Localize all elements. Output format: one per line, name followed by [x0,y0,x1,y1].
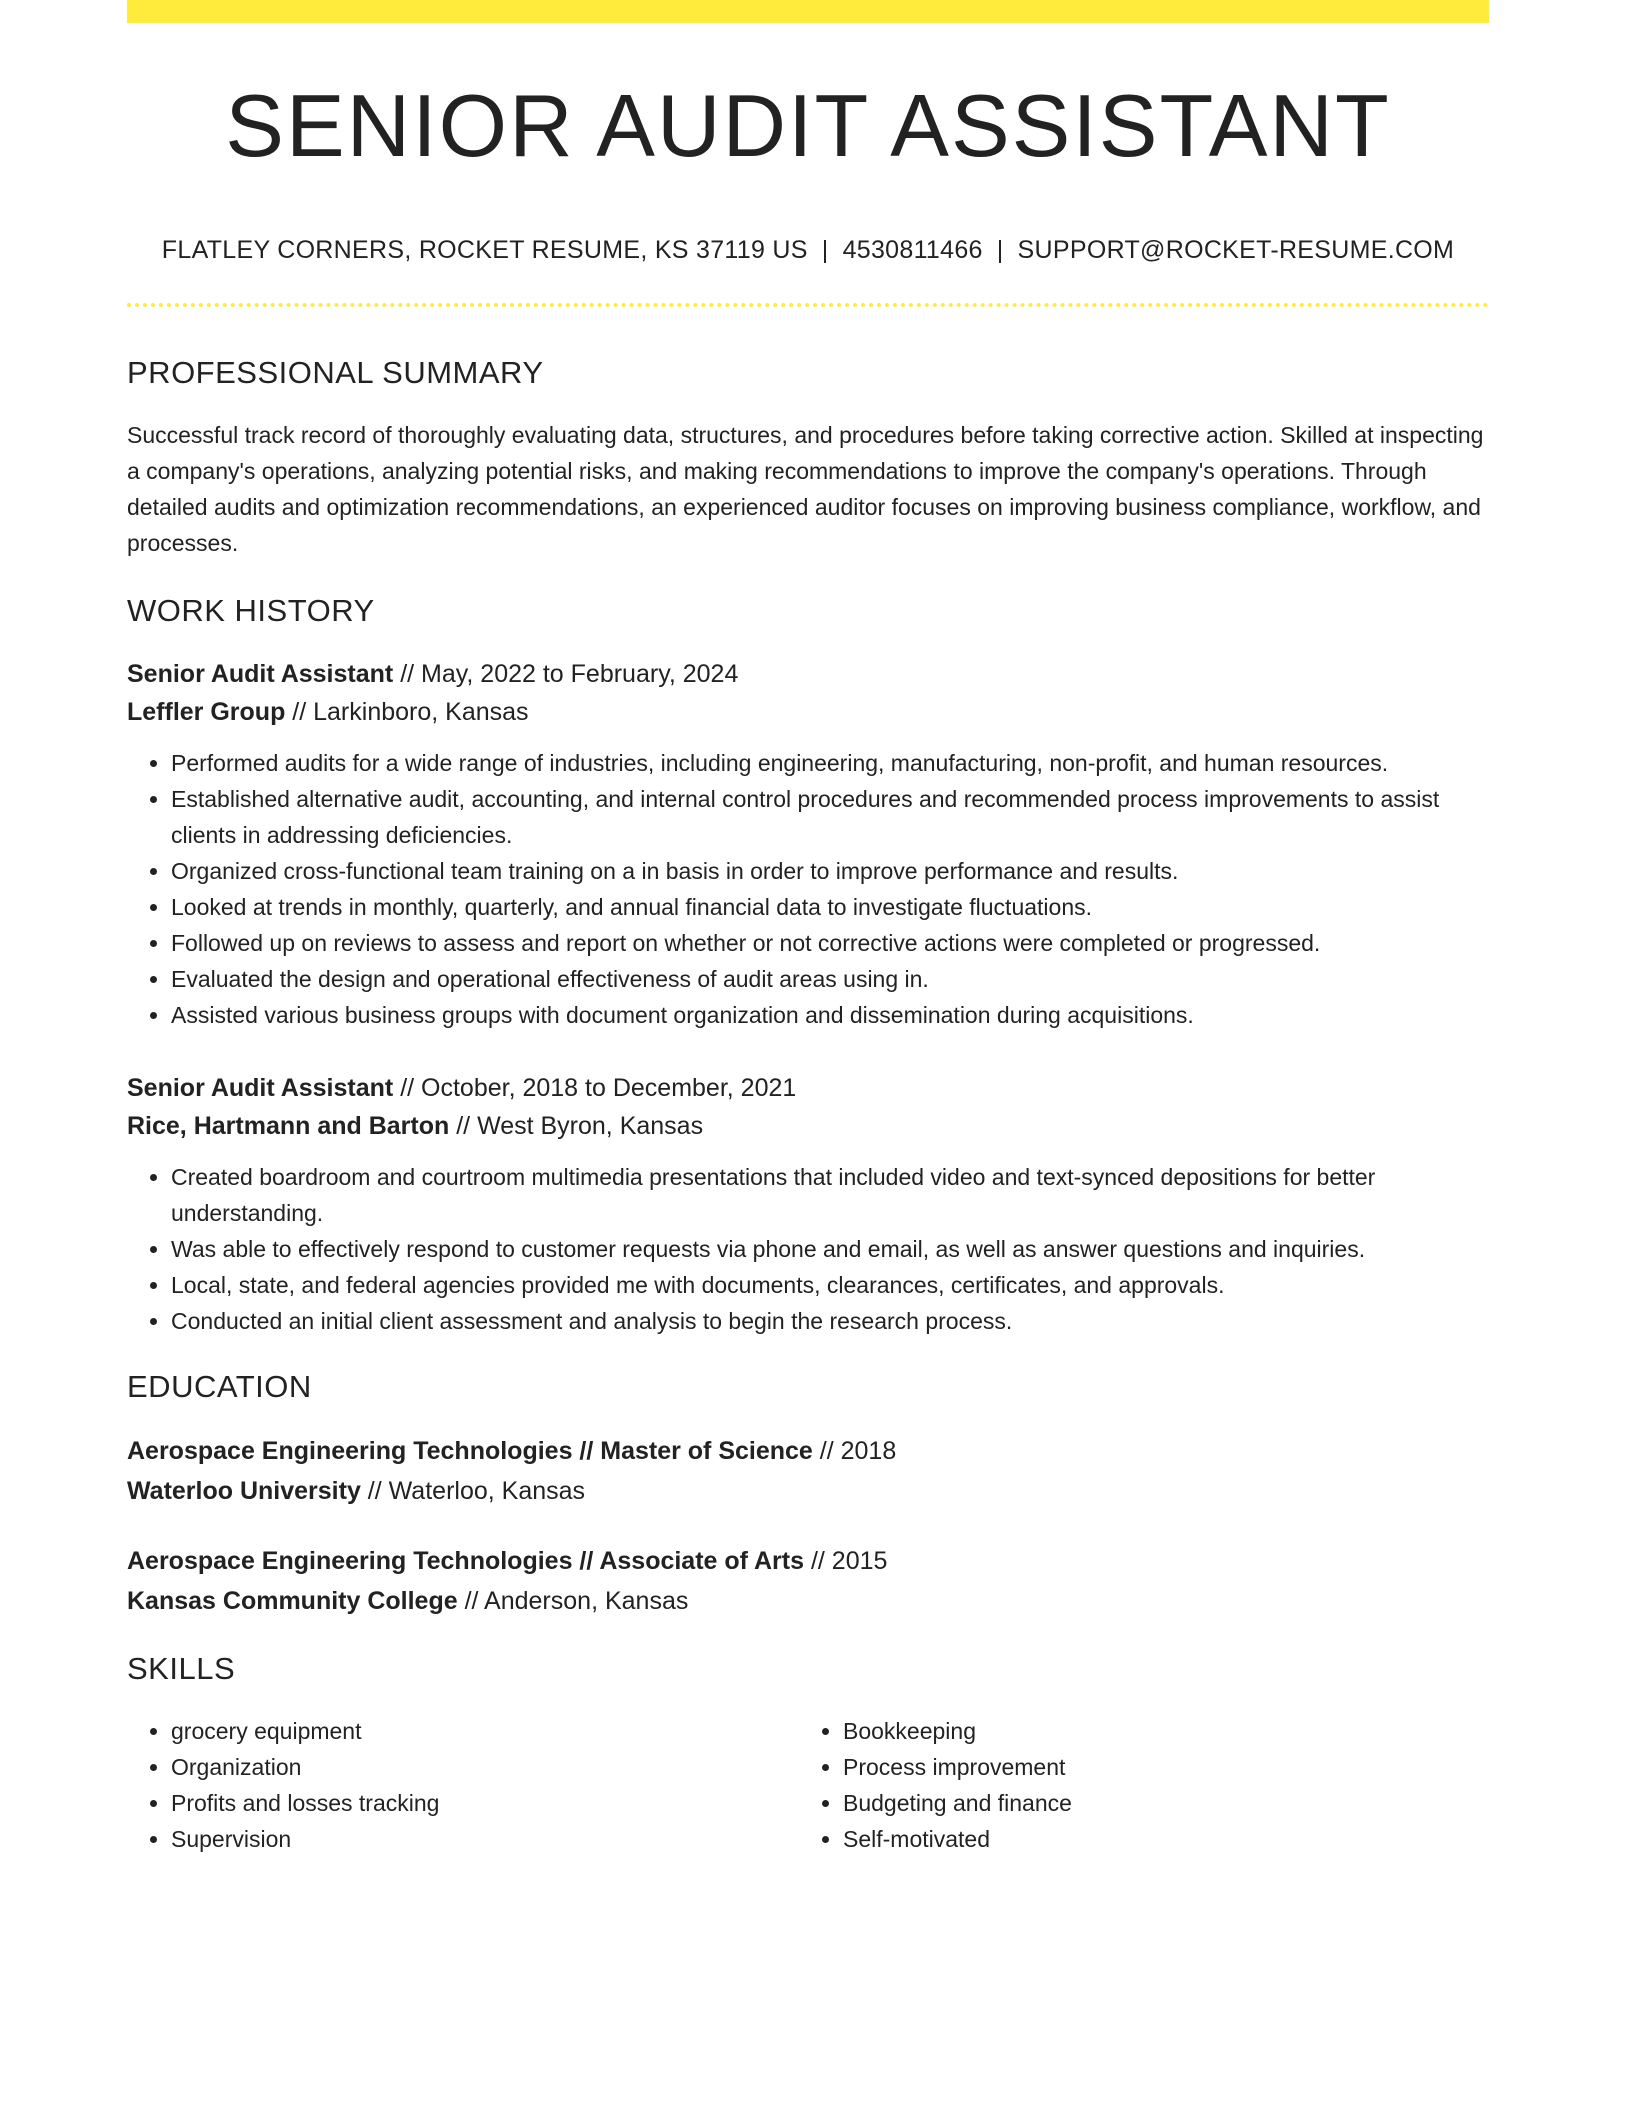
education-degree-line [127,1431,1489,1471]
job-dates: // May, 2022 to February, 2024 [393,660,739,689]
resume-page [127,0,1489,1857]
education-degree-line [127,1541,1489,1581]
contact-email[interactable]: SUPPORT@ROCKET-RESUME.COM [1017,236,1455,265]
contact-line [127,236,1489,265]
resume-title: SENIOR AUDIT ASSISTANT [225,76,1391,175]
job-bullets [127,745,1489,1033]
skill-item: • Self-motivated [843,1821,1471,1857]
job-bullets [127,1159,1489,1339]
summary-heading: PROFESSIONAL SUMMARY [127,355,544,391]
list-item: • Evaluated the design and operational effectiveness of audit areas using in. [171,961,1489,997]
skills-left-list [127,1713,799,1857]
list-item: • Performed audits for a wide range of industries, including engineering, manufacturing, non-profit, and human resources. [171,745,1489,781]
education-school: Waterloo University [127,1477,361,1506]
skill-item: • Profits and losses tracking [171,1785,799,1821]
list-item: • Looked at trends in monthly, quarterly, and annual financial data to investigate fluctuations. [171,889,1489,925]
job-company: Rice, Hartmann and Barton [127,1112,450,1141]
list-item: • Followed up on reviews to assess and report on whether or not corrective actions were completed or progressed. [171,925,1489,961]
skills-columns [127,1713,1489,1857]
education-school-line [127,1471,1489,1511]
job-entry [127,1069,1489,1339]
skill-item: • grocery equipment [171,1713,799,1749]
list-item: • Created boardroom and courtroom multimedia presentations that included video and text-synced depositions for better understanding. [171,1159,1489,1231]
skill-item: • Bookkeeping [843,1713,1471,1749]
job-title: Senior Audit Assistant [127,1074,394,1103]
education-school: Kansas Community College [127,1587,458,1616]
education-heading: EDUCATION [127,1369,312,1405]
job-location: // West Byron, Kansas [449,1112,704,1141]
accent-top-bar [127,0,1489,23]
job-company-line [127,693,1489,731]
list-item: • Assisted various business groups with document organization and dissemination during acquisitions. [171,997,1489,1033]
contact-phone[interactable]: 4530811466 [842,236,983,265]
skill-item: • Process improvement [843,1749,1471,1785]
education-degree: Aerospace Engineering Technologies // Master of Science [127,1437,813,1466]
job-title-line [127,655,1489,693]
education-location: // Waterloo, Kansas [360,1477,586,1506]
education-year: // 2018 [812,1437,897,1466]
job-title-line [127,1069,1489,1107]
list-item: • Conducted an initial client assessment and analysis to begin the research process. [171,1303,1489,1339]
education-entry [127,1541,1489,1621]
job-dates: // October, 2018 to December, 2021 [393,1074,797,1103]
contact-address: FLATLEY CORNERS, ROCKET RESUME, KS 37119 US [161,236,808,265]
education-location: // Anderson, Kansas [457,1587,689,1616]
contact-separator: | [821,236,829,265]
skills-right-list [799,1713,1471,1857]
education-entry [127,1431,1489,1511]
education-degree: Aerospace Engineering Technologies // Associate of Arts [127,1547,805,1576]
list-item: • Local, state, and federal agencies provided me with documents, clearances, certificates, and approvals. [171,1267,1489,1303]
work-history-heading: WORK HISTORY [127,593,375,629]
job-company: Leffler Group [127,698,286,727]
list-item: • Was able to effectively respond to customer requests via phone and email, as well as answer questions and inquiries. [171,1231,1489,1267]
skill-item: • Supervision [171,1821,799,1857]
job-title: Senior Audit Assistant [127,660,394,689]
summary-text: Successful track record of thoroughly evaluating data, structures, and procedures before taking corrective action. Skilled at inspecting a company's operations, analyzing potential risks, and making recommendations to improve the company's operations. Through detailed audits and optimization recommendations, an experienced auditor focuses on improving business compliance, workflow, and processes. [127,422,1484,557]
skill-item: • Organization [171,1749,799,1785]
skill-item: • Budgeting and finance [843,1785,1471,1821]
contact-separator: | [996,236,1004,265]
job-location: // Larkinboro, Kansas [285,698,529,727]
list-item: • Established alternative audit, accounting, and internal control procedures and recommended process improvements to assist clients in addressing deficiencies. [171,781,1489,853]
dotted-divider [127,303,1489,307]
list-item: • Organized cross-functional team training on a in basis in order to improve performance and results. [171,853,1489,889]
education-school-line [127,1581,1489,1621]
skills-heading: SKILLS [127,1651,236,1687]
job-entry [127,655,1489,1033]
education-year: // 2015 [804,1547,888,1576]
job-company-line [127,1107,1489,1145]
